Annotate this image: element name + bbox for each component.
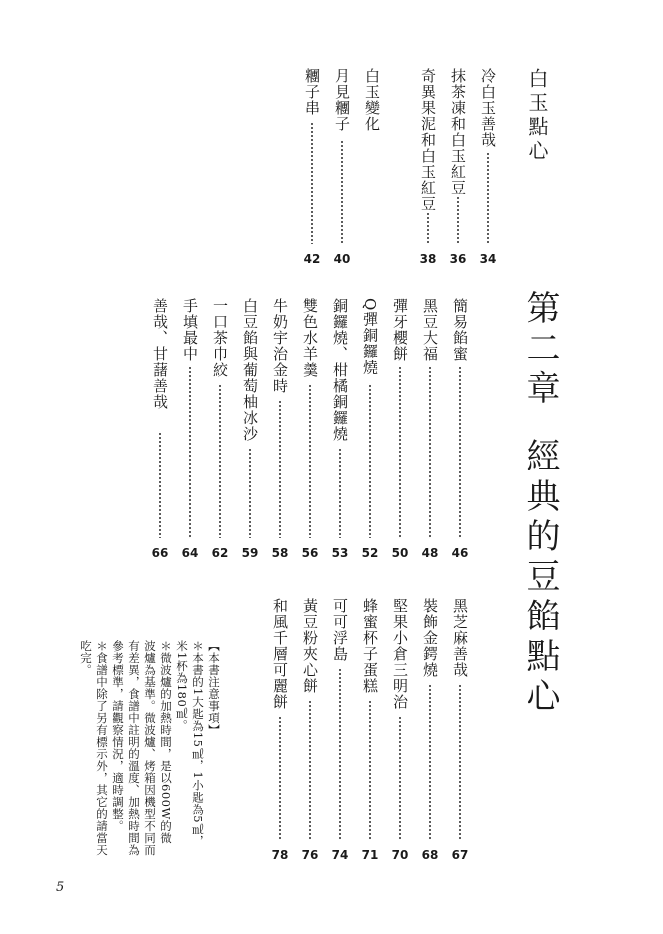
leader-dots [309,384,311,538]
toc-entry-page: 76 [301,848,319,862]
toc-entry-page: 68 [421,848,439,862]
toc-entry-page: 50 [391,546,409,560]
leader-dots [311,122,313,244]
toc-entry-page: 64 [181,546,199,560]
toc-entry-page: 34 [479,252,497,266]
section-title: 白玉點心 [525,68,549,164]
leader-dots [189,366,191,538]
toc-entry-title: 手填最中 [181,298,199,362]
toc-entry-page: 48 [421,546,439,560]
toc-entry-page: 46 [451,546,469,560]
toc-entry-page: 52 [361,546,379,560]
leader-dots [249,448,251,538]
notes-block [78,640,222,856]
toc-entry-page: 38 [419,252,437,266]
toc-entry-title: 抹茶凍和白玉紅豆 [449,68,467,196]
toc-entry-page: 66 [151,546,169,560]
notes-heading: 【本書注意事項】 [207,640,221,736]
toc-entry-page: 71 [361,848,379,862]
toc-entry-page: 53 [331,546,349,560]
toc-entry-page: 62 [211,546,229,560]
leader-dots [399,366,401,538]
toc-entry-title: 一口茶巾絞 [211,298,229,378]
leader-dots [429,684,431,840]
toc-entry-title: 蜂蜜杯子蛋糕 [361,598,379,694]
notes-line: ＊微波爐的加熱時間，是以600W的微 [159,640,173,844]
toc-entry-title: 月見糰子 [333,68,351,132]
leader-dots [427,212,429,244]
toc-entry-title: 冷白玉善哉 [479,68,497,148]
toc-entry-page: 70 [391,848,409,862]
leader-dots [339,668,341,840]
notes-line: 波爐為基準。微波爐、烤箱因機型不同而 [143,640,157,856]
leader-dots [279,400,281,538]
notes-line: 米1杯為180㎖。 [175,640,189,732]
toc-entry-page: 42 [303,252,321,266]
leader-dots [309,700,311,840]
leader-dots [457,196,459,244]
leader-dots [399,716,401,840]
page-number: 5 [56,880,65,895]
toc-entry-page: 78 [271,848,289,862]
notes-line: ＊食譜中除了另有標示外，其它的請當天 [95,640,109,856]
toc-entry-title: 裝飾金鍔燒 [421,598,439,678]
toc-entry-title: Q彈銅鑼燒 [361,298,379,376]
toc-entry-page: 67 [451,848,469,862]
leader-dots [369,384,371,538]
toc-entry-title: 黑豆大福 [421,298,439,362]
toc-entry-page: 36 [449,252,467,266]
toc-entry-title: 善哉、甘藷善哉 [151,298,169,410]
leader-dots [487,152,489,244]
toc-entry-title: 簡易餡蜜 [451,298,469,362]
leader-dots [219,384,221,538]
toc-entry-title: 彈牙櫻餅 [391,298,409,362]
toc-entry-title: 糰子串 [303,68,321,116]
leader-dots [159,432,161,538]
toc-entry-title: 白豆餡與葡萄柚冰沙 [241,298,259,442]
toc-entry-title: 和風千層可麗餅 [271,598,289,710]
toc-entry-title: 銅鑼燒、柑橘銅鑼燒 [331,298,349,442]
toc-entry-title: 黃豆粉夾心餅 [301,598,319,694]
notes-line: 有差異，食譜中註明的溫度、加熱時間為 [127,640,141,856]
leader-dots [459,366,461,538]
toc-entry-title: 牛奶宇治金時 [271,298,289,394]
leader-dots [341,140,343,244]
toc-entry-page: 56 [301,546,319,560]
toc-entry-title: 堅果小倉三明治 [391,598,409,710]
toc-entry-page: 74 [331,848,349,862]
toc-entry-page: 58 [271,546,289,560]
toc-entry-title: 雙色水羊羹 [301,298,319,378]
toc-entry-page: 40 [333,252,351,266]
notes-line: ＊本書的1大匙為15㎖，1小匙為5㎖， [191,640,205,848]
leader-dots [429,366,431,538]
toc-subsection-title: 白玉變化 [363,68,381,132]
toc-entry-title: 奇異果泥和白玉紅豆 [419,68,437,212]
leader-dots [459,684,461,840]
toc-entry-title: 黑芝麻善哉 [451,598,469,678]
leader-dots [279,716,281,840]
leader-dots [339,448,341,538]
notes-line: 參考標準，請觀察情況，適時調整。 [111,640,125,832]
chapter-title [520,290,560,718]
notes-line: 吃完。 [79,640,93,676]
chapter-number: 第二章 [520,290,560,410]
leader-dots [369,700,371,840]
toc-entry-page: 59 [241,546,259,560]
toc-entry-title: 可可浮島 [331,598,349,662]
chapter-name: 經典的豆餡點心 [520,438,560,718]
